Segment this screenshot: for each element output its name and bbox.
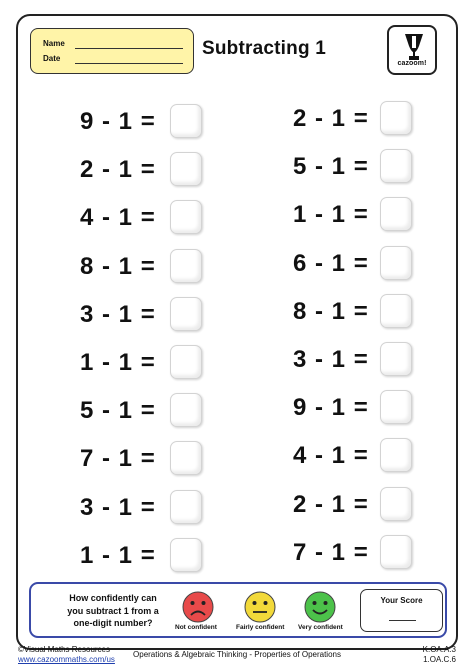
subtraction-expression: 8 - 1 = [80,252,156,280]
subtraction-expression: 7 - 1 = [80,445,156,473]
problem-row [0,246,474,282]
copyright-text: ©Visual Maths Resources [18,645,111,654]
website-link[interactable]: www.cazoommaths.com/us [18,655,115,664]
subtraction-expression: 1 - 1 = [80,541,156,569]
subtraction-expression: 7 - 1 = [293,538,369,566]
problem-row [0,101,474,137]
standard-code: 1.OA.C.6 [423,655,456,664]
problem-row [0,487,474,523]
subtraction-expression: 3 - 1 = [80,300,156,328]
page-title: Subtracting 1 [202,38,327,59]
problem-row [0,294,474,330]
problem-row [0,390,474,426]
problem-row [0,342,474,378]
subtraction-expression: 2 - 1 = [80,156,156,184]
fairly-confident-label: Fairly confident [236,624,285,631]
subtraction-expression: 4 - 1 = [80,204,156,232]
subtraction-expression: 1 - 1 = [293,201,369,229]
subtraction-expression: 1 - 1 = [80,349,156,376]
subtraction-expression: 5 - 1 = [80,397,156,425]
date-field[interactable] [75,63,183,64]
name-field[interactable] [75,48,183,49]
answer-box[interactable] [380,390,412,424]
answer-box[interactable] [380,246,412,280]
answer-box[interactable] [380,487,412,521]
footer-topic: Operations & Algebraic Thinking - Properties of Operations [133,650,341,659]
problem-row [0,197,474,233]
score-field[interactable] [389,620,416,621]
footer-codes [423,645,456,665]
not-confident-label: Not confident [175,624,217,631]
trophy-icon [403,33,425,61]
subtraction-expression: 6 - 1 = [293,249,369,277]
answer-box[interactable] [380,149,412,183]
very-confident-label: Very confident [298,624,343,631]
standard-code: K.OA.A.3 [422,645,456,654]
subtraction-expression: 8 - 1 = [293,297,369,325]
subtraction-expression: 4 - 1 = [293,442,369,470]
answer-box[interactable] [380,197,412,231]
subtraction-expression: 2 - 1 = [293,105,369,132]
answer-box[interactable] [380,294,412,328]
answer-box[interactable] [380,101,412,135]
confidence-question: How confidently can you subtract 1 from a one-digit number? [67,593,159,628]
neutral-face-icon[interactable] [243,590,277,624]
subtraction-expression: 9 - 1 = [293,394,369,422]
confidence-panel [29,582,447,638]
cazoom-logo [387,25,437,75]
subtraction-expression: 2 - 1 = [293,490,369,518]
name-date-box [30,28,194,74]
name-label: Name [43,39,65,48]
happy-face-icon[interactable] [303,590,337,624]
answer-box[interactable] [380,342,412,376]
score-title: Your Score [380,596,423,605]
logo-text: cazoom! [397,60,427,67]
subtraction-expression: 3 - 1 = [80,493,156,521]
problem-row [0,149,474,185]
subtraction-expression: 3 - 1 = [293,346,369,373]
problem-row [0,438,474,474]
subtraction-expression: 5 - 1 = [293,153,369,181]
date-label: Date [43,54,61,63]
problem-row [0,535,474,571]
sad-face-icon[interactable] [181,590,215,624]
subtraction-expression: 9 - 1 = [80,108,156,135]
answer-box[interactable] [380,438,412,472]
answer-box[interactable] [380,535,412,569]
score-box [360,589,443,632]
